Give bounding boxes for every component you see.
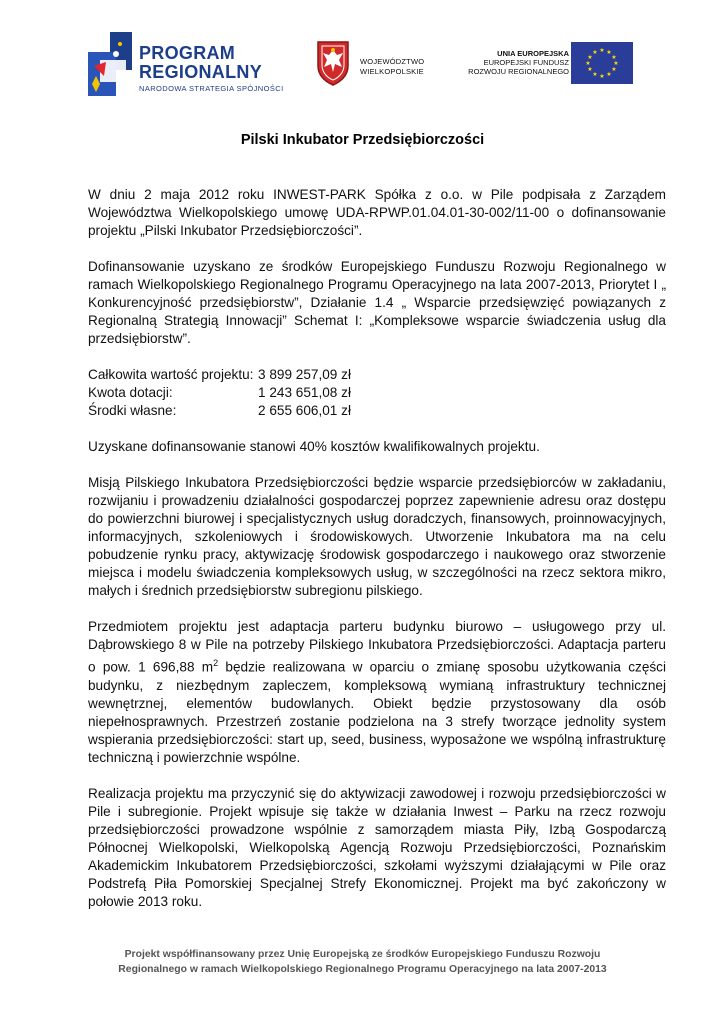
svg-text:★: ★ [599, 47, 605, 54]
svg-text:★: ★ [592, 49, 598, 56]
paragraph-mission: Misją Pilskiego Inkubatora Przedsiębiorczości będzie wsparcie przedsiębiorców w zakładaniu, rozwijaniu i prowadzeniu działalności gospodarczej poprzez zapewnienie adresu oraz dostępu do powierzchni biurowej i specjalistycznych usług doradczych, finansowych, proinnowacyjnych, informacyjnych, szkoleniowych i środowiskowych. Utworzenie Inkubatora ma na celu pobudzenie rynku pracy, aktywizację środowisk gospodarczego i naukowego oraz stworzenie miejsca i modelu świadczenia kompleksowych usług, w szczególności na rzecz sektora mikro, małych i średnich przedsiębiorstw subregionu pilskiego. [88, 475, 666, 598]
svg-text:★: ★ [599, 73, 605, 80]
cofinancing-footer [0, 947, 725, 977]
paragraph-funding-source: Dofinansowanie uzyskano ze środków Europejskiego Funduszu Rozwoju Regionalnego w ramach Wielkopolskiego Regionalnego Programu Operacyjnego na lata 2007-2013, Priorytet I „ Konkurencyjność przedsiębiorstw”, Działanie 1.4 „ Wsparcie przedsięwzięć powiązanych z Regionalną Strategią Innowacji” Schemat I: „Kompleksowe wsparcie świadczenia usług dla przedsiębiorstw”. [88, 259, 666, 346]
svg-text:★: ★ [606, 71, 612, 78]
eu-flag-icon [571, 42, 633, 84]
page-title: Pilski Inkubator Przedsiębiorczości [240, 132, 485, 148]
program-logo-line3: NARODOWA STRATEGIA SPÓJNOŚCI [139, 84, 284, 93]
eu-logo-line1: UNIA EUROPEJSKA [497, 49, 569, 58]
paragraph-agreement: W dniu 2 maja 2012 roku INWEST-PARK Spółka z o.o. w Pile podpisała z Zarządem Województwa Wielkopolskiego umowę UDA-RPWP.01.04.01-30-002/11-00 o dofinansowanie projektu „Pilski Inkubator Przedsiębiorczości”. [88, 187, 666, 238]
financing-row [88, 366, 666, 384]
svg-text:★: ★ [587, 66, 593, 73]
program-logo-line1: PROGRAM [139, 43, 236, 63]
region-logo-line2: WIELKOPOLSKIE [360, 67, 424, 76]
financing-label: Środki własne: [88, 403, 177, 418]
project-subject-text-b: będzie realizowana w oparciu o zmianę sposobu użytkowania części budynku, z niezbędnym zapleczem, kompleksową wymianą infrastruktury technicznej wewnętrznej, elementów budowlanych. Obiekt będzie przystosowany dla osób niepełnosprawnych. Przestrzeń zostanie podzielona na 3 strefy tworzące jednolity system wspierania przedsiębiorczości: start up, seed, business, wyposażone we wspólną infrastrukturę techniczną i powierzchnie wspólne. [88, 659, 666, 765]
program-regionalny-emblem-icon [86, 32, 134, 98]
wielkopolska-crest-icon [316, 40, 350, 86]
program-regionalny-logo [86, 32, 286, 100]
financing-row [88, 402, 666, 420]
program-logo-line2: REGIONALNY [139, 62, 263, 82]
financing-value: 2 655 606,01 zł [258, 403, 351, 418]
svg-text:★: ★ [611, 54, 617, 61]
eu-logo-line2: EUROPEJSKI FUNDUSZ [483, 58, 569, 67]
financing-row [88, 384, 666, 402]
header-logos [0, 30, 725, 102]
paragraph-funding-share: Uzyskane dofinansowanie stanowi 40% kosztów kwalifikowalnych projektu. [88, 439, 540, 454]
footer-line2: Regionalnego w ramach Wielkopolskiego Regionalnego Programu Operacyjnego na lata 2007-2013 [118, 964, 607, 975]
svg-text:★: ★ [606, 49, 612, 56]
financing-label: Kwota dotacji: [88, 385, 173, 400]
financing-label: Całkowita wartość projektu: [88, 367, 254, 382]
footer-line1: Projekt współfinansowany przez Unię Europejską ze środków Europejskiego Funduszu Rozwoju [124, 949, 601, 960]
svg-text:★: ★ [611, 66, 617, 73]
financing-table [88, 366, 666, 420]
eu-logo [456, 42, 636, 88]
paragraph-project-subject [88, 618, 666, 767]
document-body [88, 186, 666, 911]
svg-text:★: ★ [587, 54, 593, 61]
paragraph-project-goals: Realizacja projektu ma przyczynić się do aktywizacji zawodowej i rozwoju przedsiębiorczości w Pile i subregionie. Projekt wpisuje się także w działania Inwest – Parku na rzecz rozwoju przedsiębiorczości prowadzone wspólnie z samorządem miasta Piły, Izbą Gospodarczą Północnej Wielkopolski, Wielkopolską Agencją Rozwoju Przedsiębiorczości, Poznańskim Akademickim Inkubatorem Przedsiębiorczości, szkołami wyższymi działającymi w Pile oraz Podstrefą Piła Pomorskiej Specjalnej Strefy Ekonomicznej. Projekt ma być zakończony w połowie 2013 roku. [88, 785, 666, 909]
svg-text:★: ★ [585, 60, 591, 67]
financing-value: 1 243 651,08 zł [258, 385, 351, 400]
wielkopolska-logo [316, 40, 436, 92]
eu-logo-line3: ROZWOJU REGIONALNEGO [468, 67, 569, 76]
project-subject-text-a: Przedmiotem projektu jest adaptacja parteru budynku biurowo – usługowego przy ul. Dąbrowskiego 8 w Pile na potrzeby Pilskiego Inkubatora Przedsiębiorczości. Adaptacja parteru o pow. 1 696,88 m [88, 619, 666, 675]
region-logo-line1: WOJEWÓDZTWO [360, 57, 425, 66]
svg-text:★: ★ [613, 60, 619, 67]
svg-text:★: ★ [592, 71, 598, 78]
financing-value: 3 899 257,09 zł [258, 367, 351, 382]
area-unit-superscript: 2 [213, 658, 219, 668]
